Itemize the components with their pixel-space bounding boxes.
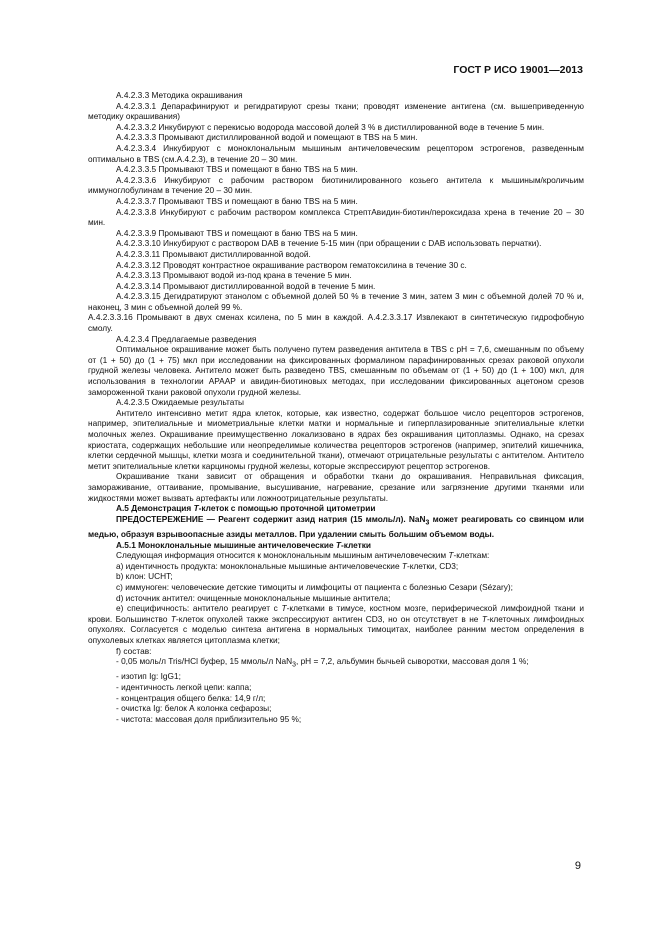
paragraph: А.4.2.3.3.3 Промывают дистиллированной водой и помещают в TBS на 5 мин. [116, 132, 418, 143]
paragraph: А.4.2.3.3.9 Промывают TBS и помещают в баню TBS на 5 мин. [116, 227, 358, 238]
list-item: а) идентичность продукта: моноклональные мышиные античеловеческие Т-клетки, CD3; [116, 560, 459, 571]
paragraph: А.4.2.3.3.12 Проводят контрастное окрашивание раствором гематоксилина в течение 30 с. [116, 259, 467, 270]
paragraph: Следующая информация относится к моноклональным мышиным античеловеческим Т-клеткам: [116, 550, 490, 561]
warning-note: ПРЕДОСТЕРЕЖЕНИЕ — Реагент содержит азид натрия (15 ммоль/л). NaN$_3$ может реагировать со свинцом или медью, образуя взрывоопасные азиды металлов. При удалении смыть большим объемом воды. [88, 513, 584, 539]
paragraph: А.4.2.3.3.13 Промывают водой из-под крана в течение 5 мин. [116, 270, 352, 281]
list-item: - 0,05 моль/л Tris/HCl буфер, 15 ммоль/л NaN$_3$, pH = 7,2, альбумин бычьей сыворотки, массовая доля 1 %; [116, 656, 529, 669]
list-item: - идентичность легкой цепи: каппа; [116, 681, 252, 692]
page-number: 9 [574, 860, 581, 872]
list-item: f) состав: [116, 645, 152, 656]
paragraph: А.4.2.3.3.15 Дегидратируют этанолом с объемной долей 50 % в течение 3 мин, затем 3 мин с объемной долей 70 % и, наконец, 3 мин с объемной долей 99 %. [88, 291, 584, 312]
paragraph: А.4.2.3.3.6 Инкубируют с рабочим раствором биотинилированного козьего антитела к мышиным/кроличьим иммуноглобулинам в течение 20 – 30 мин. [88, 174, 584, 196]
paragraph: А.4.2.3.3.7 Промывают TBS и помещают в баню TBS на 5 мин. [116, 195, 358, 206]
document-code: ГОСТ Р ИСО 19001—2013 [453, 64, 583, 76]
section-heading: А.4.2.3.5 Ожидаемые результаты [116, 397, 244, 408]
paragraph: А.4.2.3.3.10 Инкубируют с раствором DAB в течение 5-15 мин (при обращении с DAB использовать перчатки). [116, 238, 542, 249]
paragraph: А.4.2.3.3.16 Промывают в двух сменах ксилена, по 5 мин в каждой. А.4.2.3.3.17 Извлекают в синтетическую гидрофобную смолу. [88, 312, 584, 334]
list-item: - концентрация общего белка: 14,9 г/л; [116, 692, 266, 703]
list-item: - чистота: массовая доля приблизительно 95 %; [116, 713, 302, 724]
paragraph: А.4.2.3.3.1 Депарафинируют и регидратируют срезы ткани; проводят изменение антигена (см. вышеприведенную методику окрашивания) [88, 100, 584, 122]
paragraph: А.4.2.3.3.14 Промывают дистиллированной водой в течение 5 мин. [116, 280, 376, 291]
list-item: с) иммуноген: человеческие детские тимоциты и лимфоциты от пациента с болезнью Сезари (Sézary); [116, 581, 513, 592]
paragraph: А.4.2.3.3.8 Инкубируют с рабочим раствором комплекса СтрептАвидин-биотин/пероксидаза хрена в течение 20 – 30 мин. [88, 206, 584, 228]
paragraph: А.4.2.3.3.5 Промывают TBS и помещают в баню TBS на 5 мин. [116, 164, 358, 175]
document-body [88, 90, 584, 724]
paragraph: Оптимальное окрашивание может быть получено путем разведения антитела в TBS с pH = 7,6, смешанным по объему от (1 + 50) до (1 + 75) мкл при исследовании на фиксированных формалином парафинированных срезах раковой опухоли грудной железы человека. Антитело может быть разведено TBS, смешанным по объемам от (1 + 50) до (1 + 100) мкл, для использования в технологии APAAP и авидин-биотиновых методах, при исследовании фиксированных ацетоном срезов замороженной ткани раковой опухоли грудной железы. [88, 344, 584, 397]
paragraph: Антитело интенсивно метит ядра клеток, которые, как известно, содержат большое число рецепторов эстрогенов, например, эпителиальные и миометриальные клетки матки и нормальные и гиперплазированные эпителиальные клетки молочных желез. Окрашивание преимущественно локализовано в ядрах без окрашивания цитоплазмы. Однако, на срезах криостата, содержащих небольшие или неопределимые количества рецепторов эстрогенов (например, эпителий кишечника, клетки сердечной мышцы, клетки мозга и соединительной ткани), отмечают отрицательные результаты с антителом. Антитело метит эпителиальные клетки карциномы грудной железы, которые экспрессируют рецептор эстрогенов. [88, 407, 584, 471]
list-item: е) специфичность: антитело реагирует с Т-клетками в тимусе, костном мозге, периферической лимфоидной ткани и крови. Большинство Т-клеток опухолей также экспрессируют антиген CD3, но он отсутствует в не Т-клеточных лимфоидных опухолях. Согласуется с моделью синтеза антигена в нормальных тимоцитах, наиболее ранним местом определения в опухолевых клетках является цитоплазма клетки; [88, 603, 584, 645]
section-heading-a5: А.5 Демонстрация Т-клеток с помощью проточной цитометрии [116, 503, 376, 514]
list-item: d) источник антител: очищенные моноклональные мышиные антитела; [116, 592, 391, 603]
paragraph: Окрашивание ткани зависит от обращения и обработки ткани до окрашивания. Неправильная фиксация, замораживание, оттаивание, промывание, высушивание, нагревание, срезание или загрязнение другими тканями или жидкостями может вызвать артефакты или ложноотрицательные результаты. [88, 471, 584, 503]
paragraph: А.4.2.3.3.11 Промывают дистиллированной водой. [116, 248, 311, 259]
section-heading-a51: А.5.1 Моноклональные мышиные античеловеческие Т-клетки [116, 539, 371, 550]
paragraph: А.4.2.3.3.2 Инкубируют с перекисью водорода массовой долей 3 % в дистиллированной воде в течение 5 мин. [116, 121, 545, 132]
list-item: b) клон: UCHT; [116, 571, 173, 582]
section-heading: А.4.2.3.3 Методика окрашивания [116, 90, 243, 100]
list-item: - изотип Ig: IgG1; [116, 671, 181, 682]
list-item: - очистка Ig: белок А колонка сефарозы; [116, 703, 272, 714]
paragraph: А.4.2.3.3.4 Инкубируют с моноклональным мышиным античеловеческим рецептором эстрогенов, разведенным оптимально в TBS (см.А.4.2.3), в течение 20 – 30 мин. [88, 142, 584, 164]
section-heading: А.4.2.3.4 Предлагаемые разведения [116, 333, 257, 344]
